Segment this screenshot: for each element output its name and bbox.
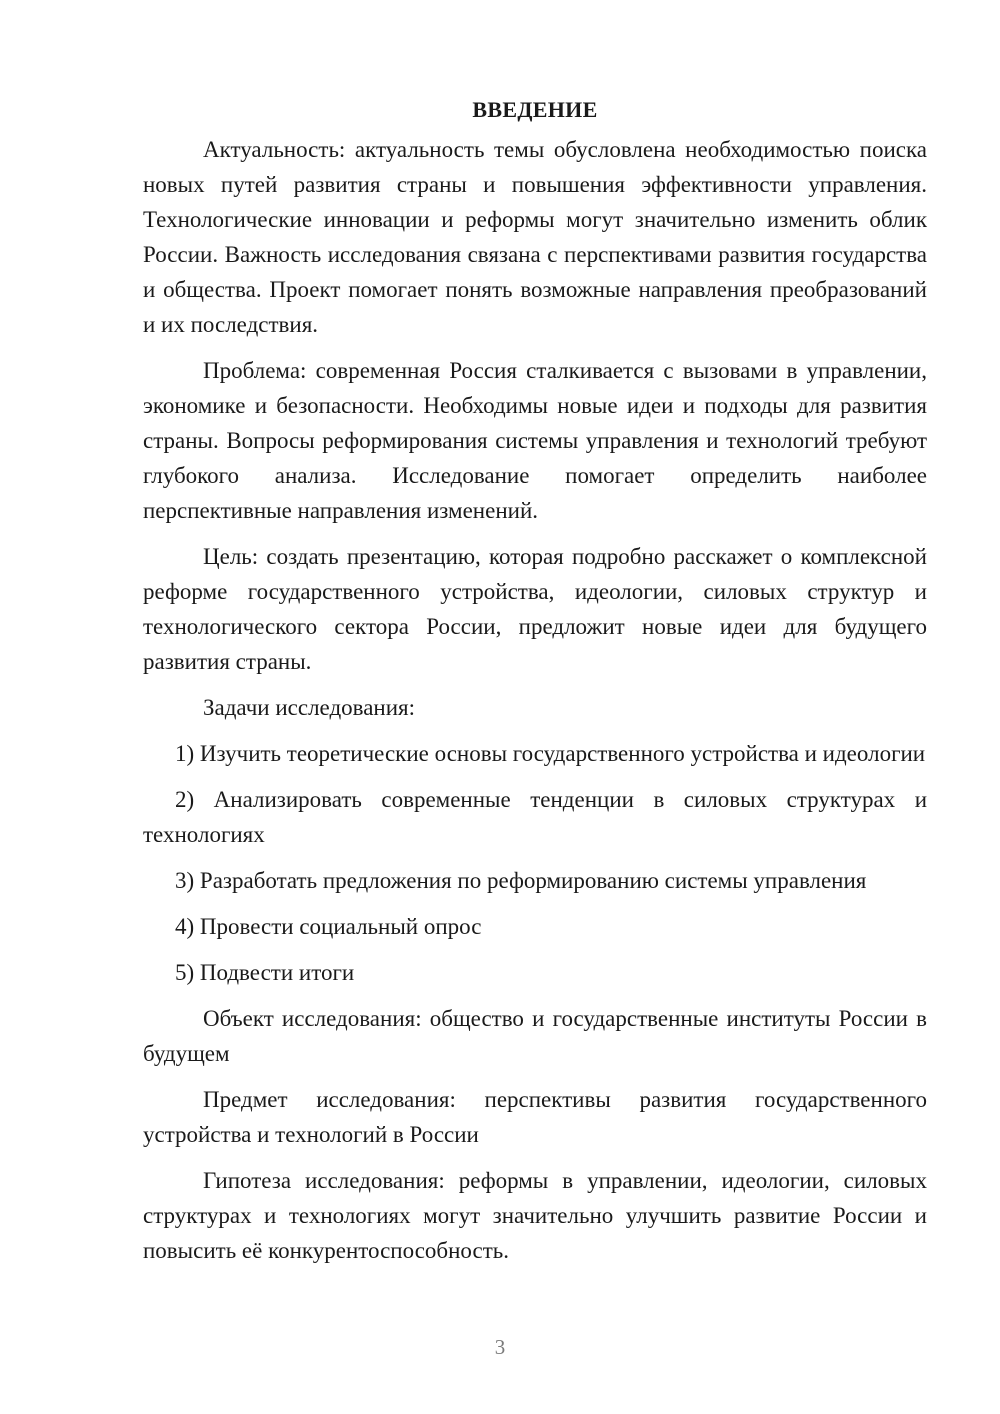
document-body	[143, 92, 927, 1279]
task-item-2: 2) Анализировать современные тенденции в силовых структурах и технологиях	[143, 787, 927, 847]
task-item-1: 1) Изучить теоретические основы государственного устройства и идеологии	[175, 741, 926, 766]
task-item-5: 5) Подвести итоги	[175, 960, 355, 985]
paragraph-relevance: Актуальность: актуальность темы обусловлена необходимостью поиска новых путей развития страны и повышения эффективности управления. Технологические инновации и реформы могут значительно изменить облик России. Важность исследования связана с перспективами развития государства и общества. Проект помогает понять возможные направления преобразований и их последствия.	[143, 137, 927, 337]
paragraph-hypothesis: Гипотеза исследования: реформы в управлении, идеологии, силовых структурах и технологиях могут значительно улучшить развитие России и повысить её конкурентоспособность.	[143, 1168, 927, 1263]
task-item-3: 3) Разработать предложения по реформированию системы управления	[175, 868, 867, 893]
paragraph-problem: Проблема: современная Россия сталкивается с вызовами в управлении, экономике и безопасности. Необходимы новые идеи и подходы для развития страны. Вопросы реформирования системы управления и технологий требуют глубокого анализа. Исследование помогает определить наиболее перспективные направления изменений.	[143, 358, 927, 523]
task-item-4: 4) Провести социальный опрос	[175, 914, 482, 939]
page-title: ВВЕДЕНИЕ	[472, 97, 598, 122]
paragraph-goal: Цель: создать презентацию, которая подробно расскажет о комплексной реформе государственного устройства, идеологии, силовых структур и технологического сектора России, предложит новые идеи для будущего развития страны.	[143, 544, 927, 674]
paragraph-subject: Предмет исследования: перспективы развития государственного устройства и технологий в России	[143, 1087, 927, 1147]
paragraph-object: Объект исследования: общество и государственные институты России в будущем	[143, 1006, 927, 1066]
page-number: 3	[494, 1335, 506, 1359]
tasks-heading: Задачи исследования:	[203, 695, 416, 720]
